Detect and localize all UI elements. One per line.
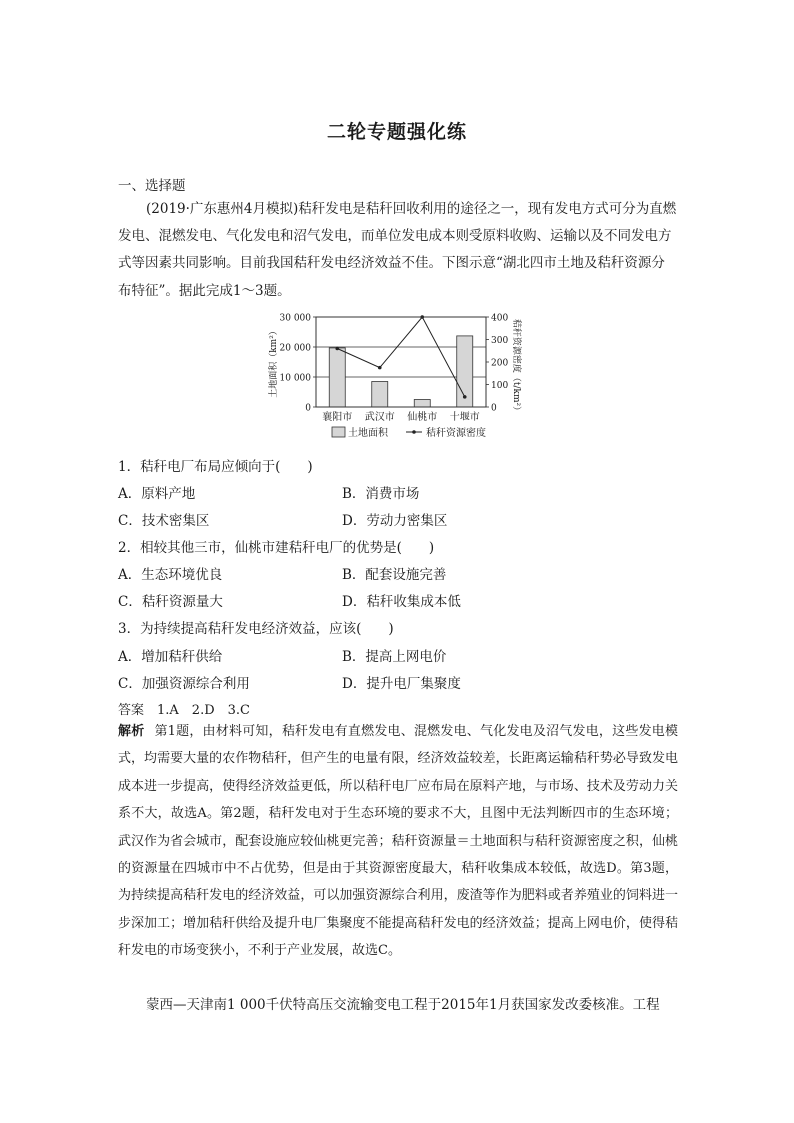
q2-option-c: C．秸秆资源量大 <box>118 594 223 610</box>
left-tick-label: 20 000 <box>279 343 311 354</box>
q1-option-c: C．技术密集区 <box>118 513 210 529</box>
answer-line: 答案 1.A 2.D 3.C <box>118 703 250 718</box>
right-tick-label: 200 <box>491 358 509 369</box>
right-tick-label: 400 <box>491 313 509 324</box>
intro-text: (2019·广东惠州4月模拟)秸秆发电是秸秆回收利用的途径之一，现有发电方式可分为直燃发电、混燃发电、气化发电和沼气发电，而单位发电成本则受原料收购、运输以及不同发电方式等因素共同影响。目前我国秸秆发电经济效益不佳。下图示意“湖北四市土地及秸秆资源分布特征”。据此完成1～3题。 <box>118 201 677 299</box>
density-point-襄阳市 <box>335 347 339 351</box>
bar-武汉市 <box>372 382 388 408</box>
density-point-武汉市 <box>378 366 382 370</box>
right-axis-label: 秸秆资源密度（t/km²） <box>511 318 521 416</box>
legend-bar-label: 土地面积 <box>348 428 388 439</box>
page-title: 二轮专题强化练 <box>326 121 467 143</box>
bar-襄阳市 <box>329 348 345 407</box>
question-1-stem: 1．秸秆电厂布局应倾向于( ) <box>118 459 313 475</box>
q2-option-d: D．秸秆收集成本低 <box>342 594 461 610</box>
category-label: 武汉市 <box>364 412 395 423</box>
bar-仙桃市 <box>414 400 430 408</box>
right-axis-ticks <box>486 314 508 414</box>
category-label: 仙桃市 <box>407 412 438 423</box>
explanation <box>118 718 678 965</box>
q2-option-b: B．配套设施完善 <box>342 567 447 583</box>
left-tick-label: 0 <box>305 403 311 414</box>
intro-paragraph <box>118 196 678 305</box>
section-heading: 一、选择题 <box>118 178 186 194</box>
legend-line-label: 秸秆资源密度 <box>426 428 486 439</box>
q2-option-a: A．生态环境优良 <box>118 567 223 583</box>
land-straw-chart <box>262 306 532 446</box>
category-labels <box>322 410 480 423</box>
density-point-十堰市 <box>463 395 467 399</box>
legend-bar-swatch <box>332 427 345 437</box>
explanation-label: 解析 <box>118 724 145 739</box>
left-axis-label: 土地面积（km²） <box>269 326 279 398</box>
left-tick-label: 10 000 <box>279 373 311 384</box>
q1-option-a: A．原料产地 <box>118 486 196 502</box>
next-paragraph-text: 蒙西—天津南1 000千伏特高压交流输变电工程于2015年1月获国家发改委核准。工程 <box>146 997 660 1013</box>
right-tick-label: 300 <box>491 336 509 346</box>
explanation-text: 第1题，由材料可知，秸秆发电有直燃发电、混燃发电、气化发电及沼气发电，这些发电模式，均需要大量的农作物秸秆，但产生的电量有限，经济效益较差，长距离运输秸秆势必导致发电成本进一步提高，使得经济效益更低，所以秸秆电厂应布局在原料产地，与市场、技术及劳动力关系不大，故选A。第2题，秸秆发电对于生态环境的要求不大，且图中无法判断四市的生态环境；武汉作为省会城市，配套设施应较仙桃更完善；秸秆资源量＝土地面积与秸秆资源密度之积，仙桃的资源量在四城市中不占优势，但是由于其资源密度最大，秸秆收集成本较低，故选D。第3题，为持续提高秸秆发电的经济效益，可以加强资源综合利用，废渣等作为肥料或者养殖业的饲料进一步深加工；增加秸秆供给及提升电厂集聚度不能提高秸秆发电的经济效益；提高上网电价，使得秸秆发电的市场变狭小，不利于产业发展，故选C。 <box>118 724 678 959</box>
right-tick-label: 0 <box>491 403 497 414</box>
q3-option-b: B．提高上网电价 <box>342 649 447 665</box>
left-tick-label: 30 000 <box>279 313 311 324</box>
q3-option-d: D．提升电厂集聚度 <box>342 676 461 692</box>
q1-option-d: D．劳动力密集区 <box>342 513 448 529</box>
right-tick-label: 100 <box>491 381 509 391</box>
density-line <box>337 317 465 397</box>
q1-option-b: B．消费市场 <box>342 486 420 502</box>
next-paragraph <box>118 992 678 1019</box>
category-label: 十堰市 <box>449 412 480 423</box>
question-3-stem: 3．为持续提高秸秆发电经济效益，应该( ) <box>118 621 394 637</box>
legend <box>332 426 486 439</box>
question-2-stem: 2．相较其他三市，仙桃市建秸秆电厂的优势是( ) <box>118 540 435 556</box>
q3-option-a: A．增加秸秆供给 <box>118 649 223 665</box>
category-label: 襄阳市 <box>322 412 353 423</box>
q3-option-c: C．加强资源综合利用 <box>118 676 250 692</box>
left-axis-ticks <box>280 314 317 414</box>
line-series <box>335 315 466 398</box>
legend-line-marker <box>412 430 416 434</box>
